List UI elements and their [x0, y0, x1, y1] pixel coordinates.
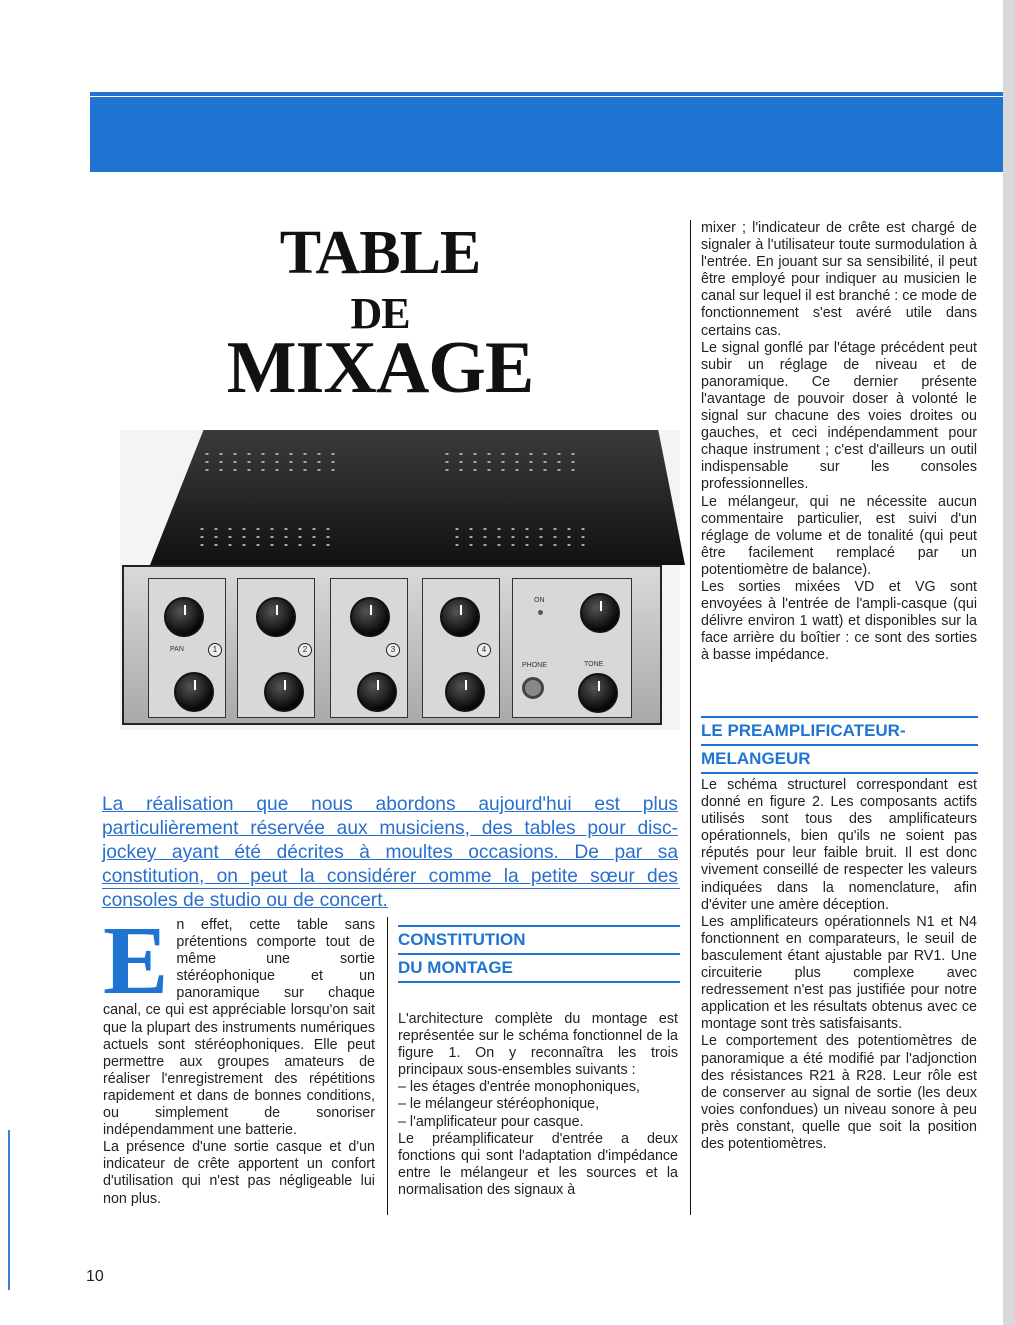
- column-2-paragraph-2: Le préamplificateur d'entrée a deux fonctions qui sont l'adaptation d'impédance entre le mélangeur et les sources et la normalisation des signaux à: [398, 1130, 678, 1198]
- column-3-top: [701, 220, 977, 664]
- pan-knob-1: [174, 672, 214, 712]
- pan-knob-3: [357, 672, 397, 712]
- page-edge-shadow: [1003, 0, 1015, 1325]
- intro-paragraph: La réalisation que nous abordons aujourd'hui est plus particulièrement réservée aux musiciens, des tables pour disc-jockey ayant été décrites à moultes occasions. De par sa constitution, on peut la considérer comme la petite sœur des consoles de studio ou de concert.: [102, 794, 678, 911]
- volume-knob: [580, 593, 620, 633]
- title-line-1: TABLE: [279, 219, 481, 287]
- column-3-paragraph-1: mixer ; l'indicateur de crête est chargé de signaler à l'utilisateur toute surmodulation à l'entrée. En jouant sur sa sensibilité, il peut être employé pour indiquer au musicien le canal sur lequel il est branché : ce mode de fonctionnement s'est avéré utile dans certains cas.: [701, 220, 977, 339]
- level-knob-2: [256, 597, 296, 637]
- header-band-rule: [90, 96, 1015, 97]
- drop-cap: E: [103, 907, 169, 1015]
- column-3-bottom: [701, 777, 977, 1153]
- vent-grid-left-bottom: [195, 525, 340, 547]
- heading-constitution: [398, 925, 680, 983]
- channel-number-3: 3: [386, 643, 400, 657]
- column-3-paragraph-2: Le signal gonflé par l'étage précédent peut subir un réglage de niveau et de panoramique. Ce dernier présente l'avantage de pouvoir doser à volonté le signal sur chacune des voies droites ou gauches, et ceci indépendamment pour chaque instrument ; c'est d'ailleurs un outil indispensable sur les consoles professionnelles.: [701, 339, 977, 493]
- intro-rule: [102, 888, 680, 889]
- title-line-2: DE: [350, 289, 410, 338]
- list-item: – l'amplificateur pour casque.: [398, 1113, 584, 1130]
- level-knob-4: [440, 597, 480, 637]
- column-3-paragraph-6: Les amplificateurs opérationnels N1 et N4 fonctionnent en comparateurs, le seuil de basculement étant ajustable par RV1. Une circuiterie plus complexe avec redressement n'est pas justifiée pour notre application et les résultats obtenus avec ce montage sont très satisfaisants.: [701, 913, 977, 1033]
- channel-number-1: 1: [208, 643, 222, 657]
- on-label: ON: [534, 597, 545, 604]
- level-knob-3: [350, 597, 390, 637]
- channel-number-4: 4: [477, 643, 491, 657]
- list-item: – le mélangeur stéréophonique,: [398, 1096, 600, 1113]
- column-divider-1: [387, 917, 388, 1215]
- heading-preamp-line-2: MELANGEUR: [701, 746, 978, 774]
- pan-knob-4: [445, 672, 485, 712]
- margin-blue-line: [8, 1130, 10, 1290]
- column-1-paragraph-1: n effet, cette table sans prétentions comporte tout de même une sortie stéréophonique et un panoramique sur chaque canal, ce qui est appréciable lorsqu'on sait que la plupart des instruments numériques actuels sont stéréophoniques. Elle peut permettre aux groupes amateurs de réaliser l'enregistrement des répétitions rapidement et dans de bonnes conditions, ou simplement de sonoriser indépendamment une batterie.: [103, 917, 375, 1139]
- heading-constitution-line-1: CONSTITUTION: [398, 927, 680, 955]
- column-2-paragraph-1: L'architecture complète du montage est représentée sur le schéma fonctionnel de la figure 1. On y reconnaîtra les trois principaux sous-ensembles suivants :: [398, 1011, 678, 1079]
- vent-grid-left-top: [200, 450, 340, 472]
- phone-label: PHONE: [522, 662, 547, 669]
- vent-grid-right-top: [440, 450, 580, 472]
- column-3-paragraph-4: Les sorties mixées VD et VG sont envoyées à l'entrée de l'ampli-casque (qui délivre environ 1 watt) et disponibles sur la face arrière du boîtier : ce sont des sorties à basse impédance.: [701, 578, 977, 664]
- tone-knob: [578, 673, 618, 713]
- title-line-3: MIXAGE: [226, 327, 534, 409]
- column-divider-2: [690, 220, 691, 1215]
- column-1-paragraph-2: La présence d'une sortie casque et d'un indicateur de crête apportent un confort d'utilisation qui n'est pas négligeable lui non plus.: [103, 1139, 375, 1207]
- pan-label: PAN: [170, 646, 184, 653]
- column-3-paragraph-5: Le schéma structurel correspondant est donné en figure 2. Les composants actifs utilisés sont tous des amplificateurs opérationnels, bien qu'ils ne soient pas réputés pour leur faible bruit. Il est donc vivement conseillé de respecter les valeurs indiquées dans la nomenclature, afin d'éviter une amère déception.: [701, 777, 977, 913]
- phone-jack: [522, 677, 544, 699]
- channel-number-2: 2: [298, 643, 312, 657]
- page-number: 10: [86, 1268, 104, 1285]
- vent-grid-right-bottom: [450, 525, 595, 547]
- column-3-paragraph-7: Le comportement des potentiomètres de panoramique a été modifié par l'adjonction des résistances R21 à R28. Leur rôle est de conserver au signal de sortie (les deux voies confondues) un niveau sonore à peu près constant, quelle que soit la position des potentiomètres.: [701, 1033, 977, 1152]
- peak-led: [538, 610, 543, 615]
- heading-preamplificateur: [701, 716, 978, 774]
- column-3-paragraph-3: Le mélangeur, qui ne nécessite aucun commentaire particulier, est suivi d'un réglage de volume et de tonalité (qui peut être facilement remplacé par un potentiomètre de balance).: [701, 493, 977, 578]
- column-2: [398, 1011, 678, 1199]
- heading-constitution-line-2: DU MONTAGE: [398, 955, 680, 983]
- list-item: – les étages d'entrée monophoniques,: [398, 1079, 640, 1096]
- column-1: [103, 907, 375, 1208]
- heading-preamp-line-1: LE PREAMPLIFICATEUR-: [701, 718, 978, 746]
- level-knob-1: [164, 597, 204, 637]
- header-color-band: [90, 92, 1015, 172]
- tone-label: TONE: [584, 661, 604, 668]
- pan-knob-2: [264, 672, 304, 712]
